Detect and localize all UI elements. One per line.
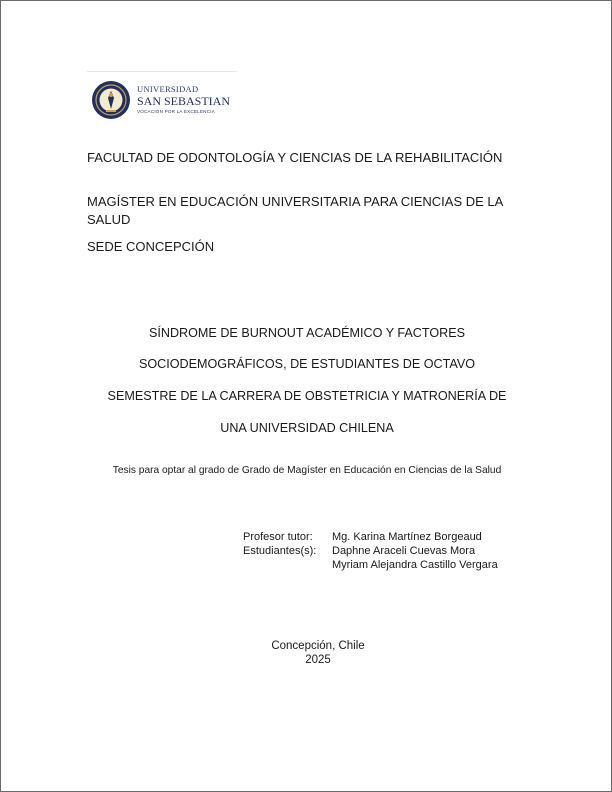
tutor-name: Mg. Karina Martínez Borgeaud [332, 531, 482, 543]
logo-university-name: SAN SEBASTIAN [137, 93, 231, 108]
student-name-1: Daphne Araceli Cuevas Mora [332, 545, 476, 557]
student-name-2: Myriam Alejandra Castillo Vergara [332, 559, 498, 571]
year-text: 2025 [305, 654, 331, 666]
campus-heading: SEDE CONCEPCIÓN [87, 239, 215, 254]
students-label: Estudiantes(s): [243, 545, 317, 557]
degree-statement: Tesis para optar al grado de Grado de Magíster en Educación en Ciencias de la Salud [112, 465, 502, 476]
thesis-title-line-4: UNA UNIVERSIDAD CHILENA [220, 421, 394, 435]
program-heading: MAGÍSTER EN EDUCACIÓN UNIVERSITARIA PARA CIENCIAS DE LA SALUD [87, 194, 503, 227]
logo-motto: VOCACIÓN POR LA EXCELENCIA [137, 108, 215, 114]
tutor-label: Profesor tutor: [243, 531, 313, 543]
faculty-heading: FACULTAD DE ODONTOLOGÍA Y CIENCIAS DE LA REHABILITACIÓN [87, 150, 503, 165]
place-text: Concepción, Chile [271, 640, 365, 652]
place-and-year [1, 639, 612, 667]
thesis-title-line-1: SÍNDROME DE BURNOUT ACADÉMICO Y FACTORES [148, 326, 466, 340]
logo-university-label: UNIVERSIDAD [137, 84, 199, 95]
university-logo [91, 75, 239, 125]
university-seal-icon [91, 80, 131, 120]
logo-wordmark [137, 85, 230, 114]
people-values [332, 530, 498, 572]
people-labels [243, 530, 316, 558]
logo-divider [87, 71, 237, 72]
thesis-title-line-2: SOCIODEMOGRÁFICOS, DE ESTUDIANTES DE OCTAVO [138, 357, 476, 371]
thesis-title-line-3: SEMESTRE DE LA CARRERA DE OBSTETRICIA Y MATRONERÍA DE [107, 389, 507, 403]
